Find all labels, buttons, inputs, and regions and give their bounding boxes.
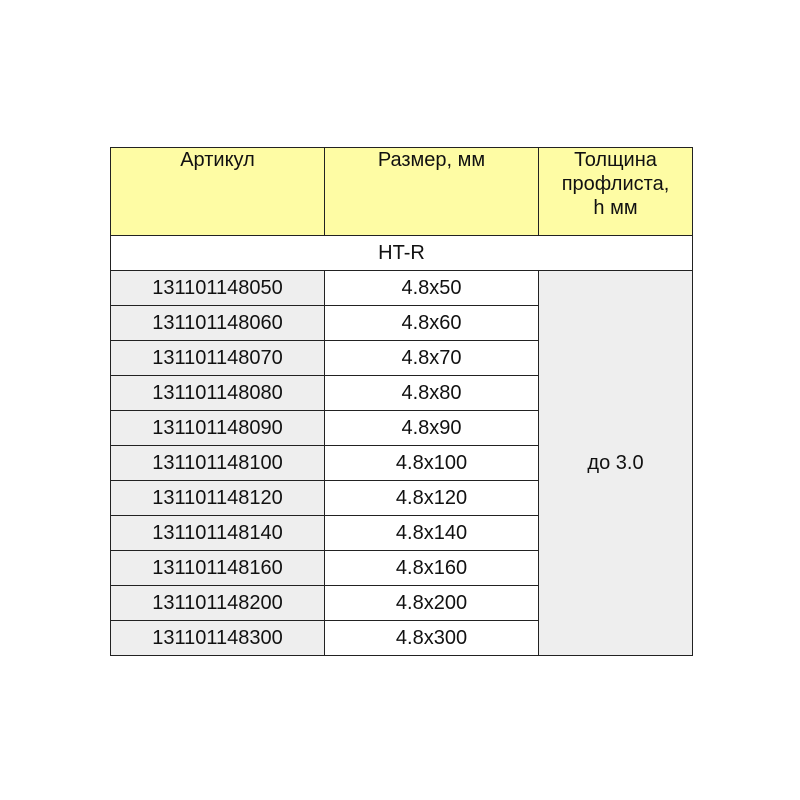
header-article: Артикул bbox=[111, 148, 325, 236]
header-size: Размер, мм bbox=[325, 148, 539, 236]
size-cell: 4.8x100 bbox=[325, 446, 539, 481]
header-row bbox=[111, 148, 693, 236]
article-cell: 131101148140 bbox=[111, 516, 325, 551]
article-cell: 131101148070 bbox=[111, 341, 325, 376]
size-cell: 4.8x120 bbox=[325, 481, 539, 516]
article-cell: 131101148090 bbox=[111, 411, 325, 446]
size-cell: 4.8x50 bbox=[325, 271, 539, 306]
size-cell: 4.8x80 bbox=[325, 376, 539, 411]
size-cell: 4.8x140 bbox=[325, 516, 539, 551]
spec-table bbox=[110, 147, 693, 656]
article-cell: 131101148100 bbox=[111, 446, 325, 481]
header-thickness-line1: Толщина bbox=[574, 149, 657, 171]
article-cell: 131101148050 bbox=[111, 271, 325, 306]
header-thickness bbox=[539, 148, 693, 236]
article-cell: 131101148200 bbox=[111, 586, 325, 621]
article-cell: 131101148060 bbox=[111, 306, 325, 341]
table-row bbox=[111, 271, 693, 306]
header-thickness-line3: h мм bbox=[593, 197, 638, 219]
article-cell: 131101148300 bbox=[111, 621, 325, 656]
size-cell: 4.8x160 bbox=[325, 551, 539, 586]
size-cell: 4.8x200 bbox=[325, 586, 539, 621]
size-cell: 4.8x300 bbox=[325, 621, 539, 656]
thickness-cell: до 3.0 bbox=[539, 271, 693, 656]
size-cell: 4.8x90 bbox=[325, 411, 539, 446]
article-cell: 131101148160 bbox=[111, 551, 325, 586]
article-cell: 131101148080 bbox=[111, 376, 325, 411]
size-cell: 4.8x70 bbox=[325, 341, 539, 376]
header-thickness-line2: профлиста, bbox=[561, 173, 670, 195]
group-label: HT-R bbox=[111, 236, 693, 271]
article-cell: 131101148120 bbox=[111, 481, 325, 516]
size-cell: 4.8x60 bbox=[325, 306, 539, 341]
group-row bbox=[111, 236, 693, 271]
